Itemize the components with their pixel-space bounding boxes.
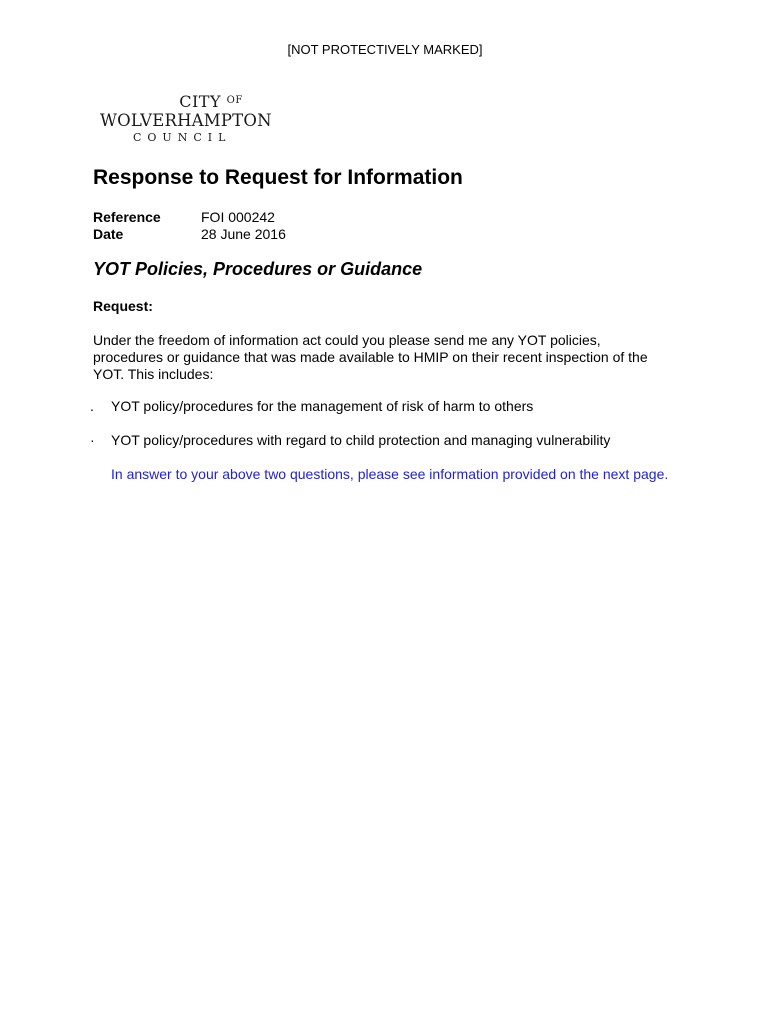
reference-value: FOI 000242 — [201, 209, 275, 225]
list-item — [90, 432, 610, 448]
answer-text: In answer to your above two questions, please see information provided on the next page. — [111, 466, 669, 482]
section-subtitle: YOT Policies, Procedures or Guidance — [93, 259, 423, 279]
bullet-marker: . — [90, 398, 94, 414]
logo-wolverhampton: WOLVERHAMPTON — [100, 111, 272, 130]
logo-city: CITY $^{OF}$ — [179, 92, 243, 111]
reference-label: Reference — [93, 209, 161, 225]
protective-marking: [NOT PROTECTIVELY MARKED] — [287, 42, 483, 57]
request-label: Request: — [93, 298, 153, 314]
document-meta — [93, 209, 286, 243]
date-label: Date — [93, 226, 124, 242]
list-item — [90, 398, 533, 414]
request-text: Under the freedom of information act could you please send me any YOT policies, procedures or guidance that was made available to HMIP on their recent inspection of the YOT. This includes: — [93, 332, 648, 382]
logo-council: COUNCIL — [133, 131, 232, 144]
date-value: 28 June 2016 — [201, 226, 286, 242]
document-title: Response to Request for Information — [93, 166, 463, 189]
bullet-marker: · — [90, 432, 95, 448]
date-row — [93, 226, 286, 243]
reference-row — [93, 209, 286, 226]
list-item-text: YOT policy/procedures for the management of risk of harm to others — [111, 398, 534, 414]
council-logo — [100, 92, 270, 145]
list-item-text: YOT policy/procedures with regard to child protection and managing vulnerability — [111, 432, 611, 448]
